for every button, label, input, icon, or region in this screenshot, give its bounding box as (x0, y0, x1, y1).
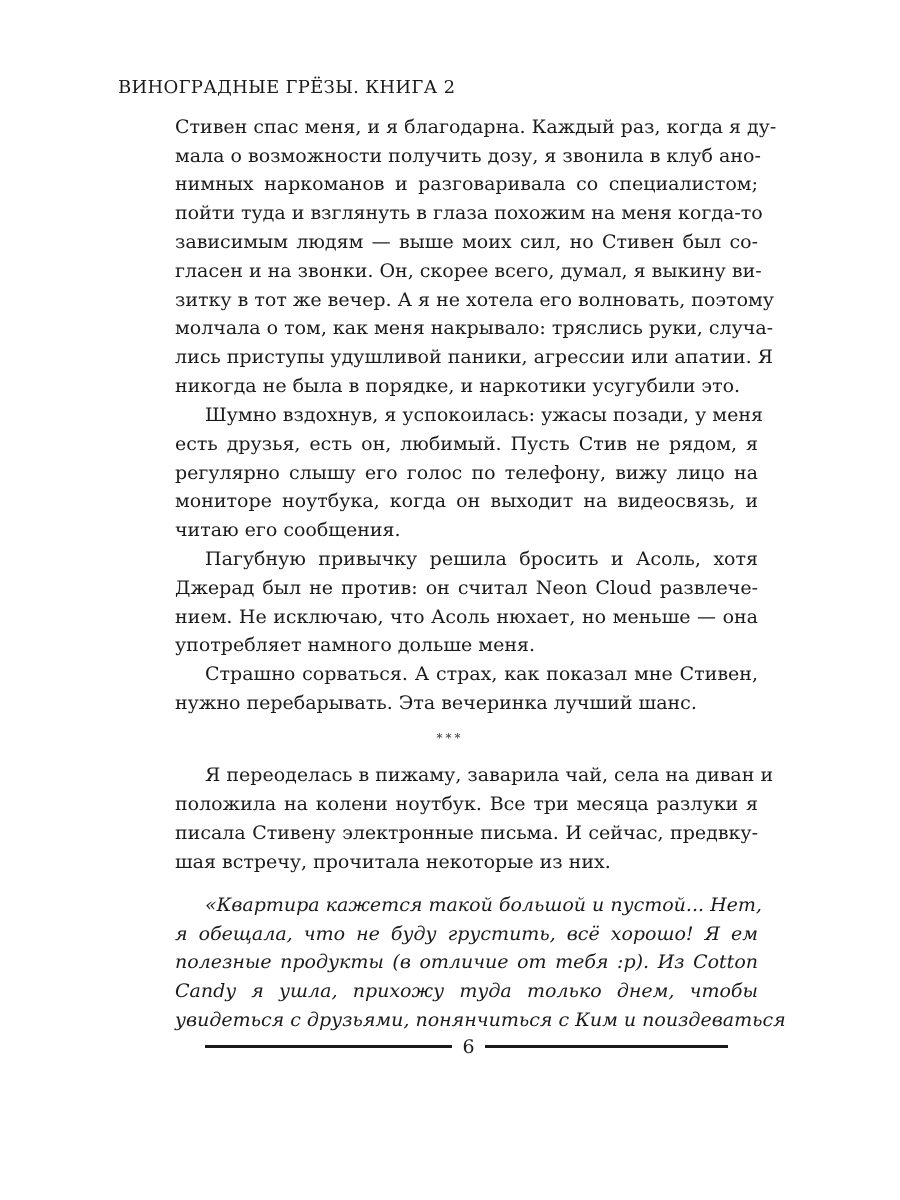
page-number: 6 (462, 1036, 475, 1058)
text-line: зависимым людям — выше моих сил, но Стивен был со- (175, 231, 758, 253)
paragraph-first-line: Пагубную привычку решила бросить и Асоль, хотя (205, 548, 758, 570)
text-line: никогда не была в порядке, и наркотики усугубили это. (175, 375, 741, 397)
text-line: положила на колени ноутбук. Все три месяца разлуки я (175, 793, 758, 815)
text-line: читаю его сообщения. (175, 519, 401, 541)
quote-line: увидеться с друзьями, понянчиться с Ким и поиздеваться (175, 1009, 786, 1031)
text-line: шая встречу, прочитала некоторые из них. (175, 851, 611, 873)
text-line: Стивен спас меня, и я благодарна. Каждый раз, когда я ду- (175, 116, 777, 138)
text-line: есть друзья, есть он, любимый. Пусть Стив не рядом, я (175, 433, 758, 455)
text-line: гласен и на звонки. Он, скорее всего, думал, я выкину ви- (175, 260, 762, 282)
text-line: молчала о том, как меня накрывало: тряслись руки, случа- (175, 317, 774, 339)
quote-line: полезные продукты (в отличие от тебя :p). Из Cotton (175, 951, 758, 973)
footer-rule-right (485, 1045, 728, 1048)
text-line: писала Стивену электронные письма. И сейчас, предвку- (175, 822, 758, 844)
text-line: употребляет намного дольше меня. (175, 634, 536, 656)
footer-rule-left (205, 1045, 452, 1048)
text-line: регулярно слышу его голос по телефону, вижу лицо на (175, 462, 758, 484)
quote-line: «Квартира кажется такой большой и пустой... Нет, (205, 894, 762, 916)
text-line: Джерад был не против: он считал Neon Cloud развлече- (175, 577, 758, 599)
paragraph-first-line: Я переоделась в пижаму, заварила чай, села на диван и (205, 764, 774, 786)
text-line: зитку в тот же вечер. А я не хотела его волновать, поэтому (175, 289, 774, 311)
text-line: пойти туда и взглянуть в глаза похожим на меня когда-то (175, 202, 763, 224)
paragraph-first-line: Шумно вздохнув, я успокоилась: ужасы позади, у меня (205, 404, 763, 426)
quote-line: Candy я ушла, прихожу туда только днем, чтобы (175, 980, 758, 1002)
quote-line: я обещала, что не буду грустить, всё хорошо! Я ем (175, 923, 758, 945)
text-line: мала о возможности получить дозу, я звонила в клуб ано- (175, 145, 761, 167)
text-line: лись приступы удушливой паники, агрессии или апатии. Я (175, 346, 773, 368)
paragraph-first-line: Страшно сорваться. А страх, как показал мне Стивен, (205, 663, 758, 685)
text-line: мониторе ноутбука, когда он выходит на видеосвязь, и (175, 490, 758, 512)
text-line: нимных наркоманов и разговаривала со специалистом; (175, 173, 758, 195)
text-line: нием. Не исключаю, что Асоль нюхает, но меньше — она (175, 606, 758, 628)
text-line: нужно перебарывать. Эта вечеринка лучший шанс. (175, 692, 697, 714)
section-separator: *** (436, 731, 464, 745)
running-header: ВИНОГРАДНЫЕ ГРЁЗЫ. КНИГА 2 (118, 77, 456, 98)
